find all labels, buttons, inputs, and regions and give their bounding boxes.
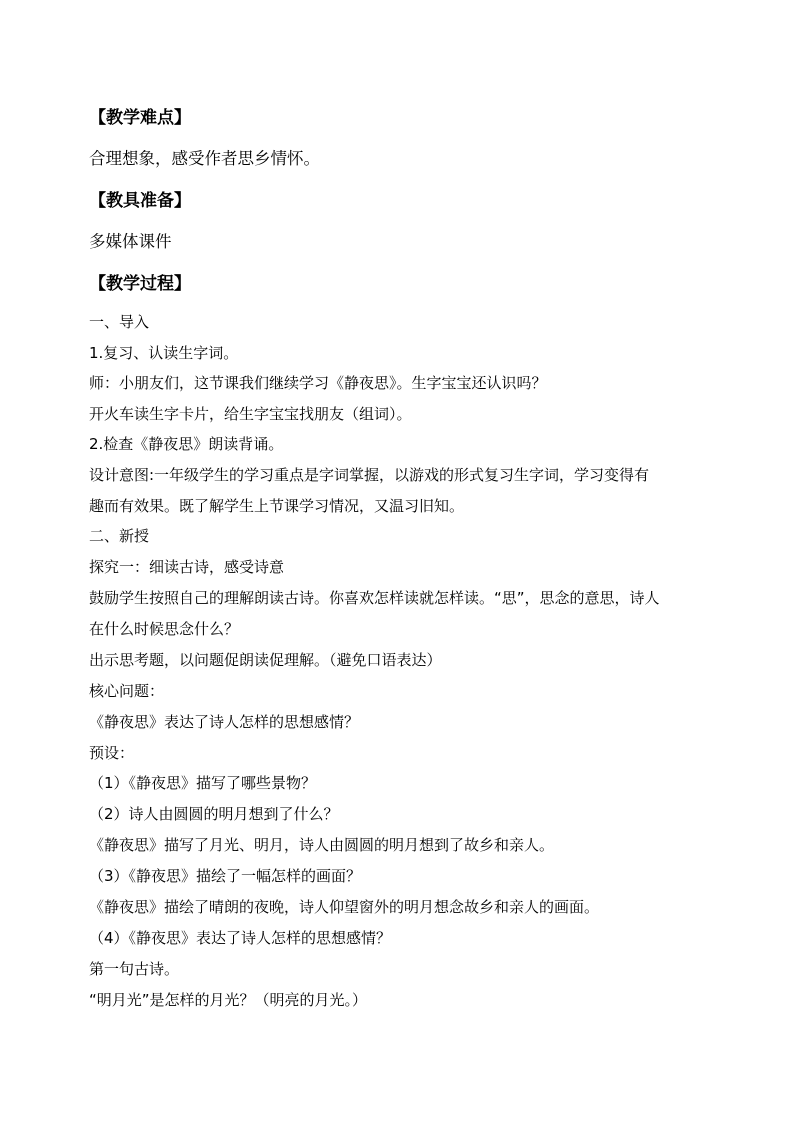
- line-moonlight-question: “明月光”是怎样的月光？（明亮的月光。）: [89, 991, 368, 1009]
- line-core-question-label: 核心问题：: [89, 682, 165, 700]
- line-new-lesson: 二、新授: [89, 527, 150, 545]
- line-first-poem-line: 第一句古诗。: [89, 960, 180, 978]
- line-encourage-1: 鼓励学生按照自己的理解朗读古诗。你喜欢怎样读就怎样读。“思”，思念的意思，诗人: [89, 589, 660, 607]
- line-review: 1.复习、认读生字词。: [89, 344, 239, 362]
- line-intro: 一、导入: [89, 313, 150, 331]
- line-show-questions: 出示思考题，以问题促朗读促理解。（避免口语表达）: [89, 651, 442, 669]
- line-question-4: （4）《静夜思》表达了诗人怎样的思想感情？: [89, 929, 392, 947]
- difficulty-heading: 【教学难点】: [89, 108, 191, 128]
- line-question-3: （3）《静夜思》描绘了一幅怎样的画面？: [89, 867, 362, 885]
- line-check-reading: 2.检查《静夜思》朗读背诵。: [89, 435, 284, 453]
- line-answer-3: 《静夜思》描绘了晴朗的夜晚，诗人仰望窗外的明月想念故乡和亲人的画面。: [89, 898, 600, 916]
- process-heading: 【教学过程】: [89, 274, 191, 294]
- difficulty-text: 合理想象，感受作者思乡情怀。: [89, 149, 320, 168]
- line-answer-2: 《静夜思》描写了月光、明月，诗人由圆圆的明月想到了故乡和亲人。: [89, 836, 555, 854]
- line-question-1: （1）《静夜思》描写了哪些景物？: [89, 774, 317, 792]
- line-explore-one: 探究一：细读古诗，感受诗意: [89, 558, 285, 576]
- line-encourage-2: 在什么时候思念什么？: [89, 620, 240, 638]
- line-design-intent-1: 设计意图:一年级学生的学习重点是字词掌握，以游戏的形式复习生字词，学习变得有: [89, 466, 650, 484]
- line-preset-label: 预设：: [89, 744, 135, 762]
- tools-heading: 【教具准备】: [89, 191, 191, 211]
- line-design-intent-2: 趣而有效果。既了解学生上节课学习情况，又温习旧知。: [89, 497, 465, 515]
- tools-text: 多媒体课件: [89, 232, 172, 251]
- line-card-game: 开火车读生字卡片，给生字宝宝找朋友（组词）。: [89, 405, 412, 423]
- line-question-2: （2）诗人由圆圆的明月想到了什么？: [89, 805, 339, 823]
- line-core-question: 《静夜思》表达了诗人怎样的思想感情？: [89, 713, 360, 731]
- line-teacher-question: 师：小朋友们，这节课我们继续学习《静夜思》。生字宝宝还认识吗？: [89, 374, 547, 392]
